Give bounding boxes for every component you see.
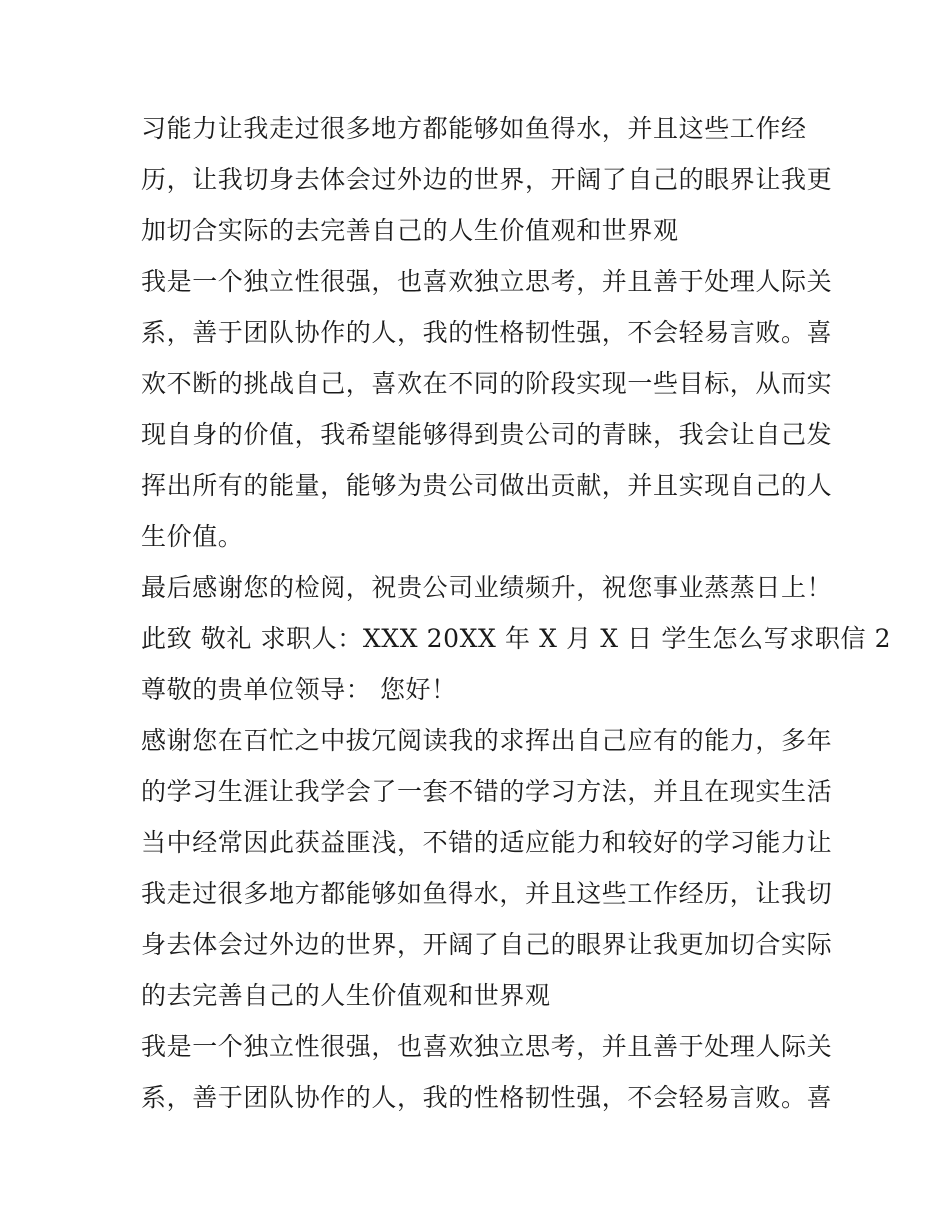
text-line: 此致 敬礼 求职人：XXX 20XX 年 X 月 X 日 学生怎么写求职信 2 [141,624,892,653]
text-line: 尊敬的贵单位领导： 您好！ [141,675,457,704]
text-line: 我走过很多地方都能够如鱼得水，并且这些工作经历，让我切 [141,879,833,908]
text-line: 生价值。 [141,522,244,551]
text-line: 历，让我切身去体会过外边的世界，开阔了自己的眼界让我更 [141,165,833,194]
text-line: 挥出所有的能量，能够为贵公司做出贡献，并且实现自己的人 [141,471,833,500]
text-line: 习能力让我走过很多地方都能够如鱼得水，并且这些工作经 [141,114,807,143]
text-line: 加切合实际的去完善自己的人生价值观和世界观 [141,216,679,245]
text-line: 系，善于团队协作的人，我的性格韧性强，不会轻易言败。喜 [141,1083,833,1112]
text-line: 我是一个独立性很强，也喜欢独立思考，并且善于处理人际关 [141,267,833,296]
text-line: 的去完善自己的人生价值观和世界观 [141,981,551,1010]
text-line: 当中经常因此获益匪浅，不错的适应能力和较好的学习能力让 [141,828,833,857]
text-line: 的学习生涯让我学会了一套不错的学习方法，并且在现实生活 [141,777,833,806]
text-line: 身去体会过外边的世界，开阔了自己的眼界让我更加切合实际 [141,930,833,959]
text-line: 我是一个独立性很强，也喜欢独立思考，并且善于处理人际关 [141,1032,833,1061]
text-line: 最后感谢您的检阅，祝贵公司业绩频升，祝您事业蒸蒸日上！ [141,573,833,602]
text-line: 感谢您在百忙之中拔冗阅读我的求挥出自己应有的能力，多年 [141,726,833,755]
text-line: 系，善于团队协作的人，我的性格韧性强，不会轻易言败。喜 [141,318,833,347]
text-line: 现自身的价值，我希望能够得到贵公司的青睐，我会让自己发 [141,420,833,449]
text-line: 欢不断的挑战自己，喜欢在不同的阶段实现一些目标，从而实 [141,369,833,398]
